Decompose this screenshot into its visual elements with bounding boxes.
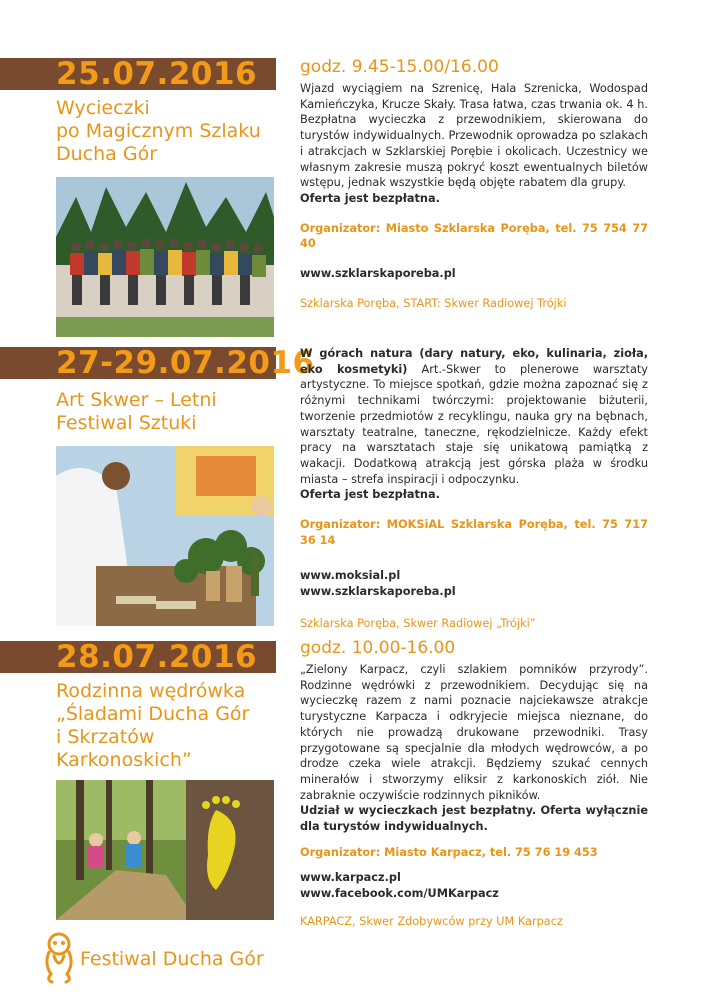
title-line: po Magicznym Szlaku <box>56 120 261 142</box>
event-place: Szklarska Poręba, START: Skwer Radiowej Trójki <box>300 296 567 310</box>
event-place: Szklarska Poręba, Skwer Radiowej „Trójki” <box>300 616 536 630</box>
title-line: Festiwal Sztuki <box>56 412 197 434</box>
title-line: Karkonoskich” <box>56 749 192 771</box>
free-note: Oferta jest bezpłatna. <box>300 191 440 205</box>
event-time: godz. 10.00-16.00 <box>300 638 456 658</box>
free-note: Udział w wycieczkach jest bezpłatny. Oferta wyłącznie dla turystów indywidualnych. <box>300 804 648 834</box>
title-line: Rodzinna wędrówka <box>56 680 246 702</box>
website-link[interactable]: www.moksial.pl <box>300 569 401 583</box>
links <box>300 870 648 901</box>
free-note: Oferta jest bezpłatna. <box>300 488 440 502</box>
workshop-photo <box>56 446 274 626</box>
event-date: 25.07.2016 <box>56 56 258 92</box>
event-description-block <box>300 346 648 487</box>
festival-logo <box>42 930 282 984</box>
links <box>300 568 648 599</box>
event-date: 27-29.07.2016 <box>56 345 315 381</box>
event-description: „Zielony Karpacz, czyli szlakiem pomników przyrody”. Rodzinne wędrówki z przewodnikiem. Decydując się na wycieczkę razem z nami poznacie najciekawsze atrakcje turystyczne Karpacza i odkryjecie miejsca nieznane, do których nie prowadzą drukowane przewodniki. Trasy przygotowane są specjalnie dla młodych wędrowców, a po drodze czeka wiele atrakcji. Będziemy szukać cennych minerałów i stworzymy eliksir z karkonoskich ziół. Nie zabraknie oczywiście rodzinnych pikników. <box>300 663 648 802</box>
event-date: 28.07.2016 <box>56 639 258 675</box>
organizer: Organizator: MOKSiAL Szklarska Poręba, tel. 75 717 36 14 <box>300 518 648 547</box>
title-line: i Skrzatów <box>56 726 155 748</box>
title-line: Art Skwer – Letni <box>56 389 217 411</box>
event-title <box>56 97 276 166</box>
lead-text: W górach natura (dary natury, eko, kulinaria, zioła, eko kosmetyki) <box>300 347 648 376</box>
event-details <box>300 637 648 930</box>
event-time: godz. 9.45-15.00/16.00 <box>300 57 499 77</box>
title-line: Ducha Gór <box>56 143 158 165</box>
website-link[interactable]: www.szklarskaporeba.pl <box>300 267 456 281</box>
event-place: KARPACZ, Skwer Zdobywców przy UM Karpacz <box>300 914 563 928</box>
event-title <box>56 680 276 772</box>
logo-text: Festiwal Ducha Gór <box>80 948 264 970</box>
organizer: Organizator: Miasto Karpacz, tel. 75 76 19 453 <box>300 845 598 859</box>
organizer: Organizator: Miasto Szklarska Poręba, tel. 75 754 77 40 <box>300 221 648 251</box>
event-title <box>56 389 276 435</box>
event-details <box>300 56 648 311</box>
title-line: „Śladami Ducha Gór <box>56 703 250 725</box>
facebook-link[interactable]: www.facebook.com/UMKarpacz <box>300 887 499 901</box>
links <box>300 266 648 282</box>
website-link[interactable]: www.karpacz.pl <box>300 871 401 885</box>
group-photo <box>56 177 274 337</box>
forest-hike-photo <box>56 780 274 920</box>
event-description: Wjazd wyciągiem na Szrenicę, Hala Szrenicka, Wodospad Kamieńczyka, Krucze Skały. Trasa łatwa, czas trwania ok. 4 h. Bezpłatna wycieczka z przewodnikiem, skierowana do turystów indywidualnych. Przewodnik oprowadza po szlakach i atrakcjach w Szklarskiej Porębie i okolicach. Uczestnicy we własnym zakresie muszą pokryć koszt ewentualnych biletów wstępu, jednak wszystkie będą objęte rabatem dla grupy. <box>300 82 648 190</box>
title-line: Wycieczki <box>56 97 150 119</box>
event-details <box>300 346 648 632</box>
spirit-logo-icon <box>42 930 76 984</box>
event-description: Art.-Skwer to plenerowe warsztaty artystyczne. To miejsce spotkań, gdzie można zapoznać się z różnymi technikami twórczymi: projektowanie biżuterii, tworzenie przedmiotów z recyklingu, nauka gry na bębnach, warsztaty teatralne, taneczne, rękodzielnicze. Każdy efekt pracy na warsztatach staje się unikatową pamiątką z wakacji. Dodatkową atrakcją jest górska plaża w środku miasta – strefa inspiracji i odpoczynku. <box>300 362 648 486</box>
website-link[interactable]: www.szklarskaporeba.pl <box>300 585 456 599</box>
